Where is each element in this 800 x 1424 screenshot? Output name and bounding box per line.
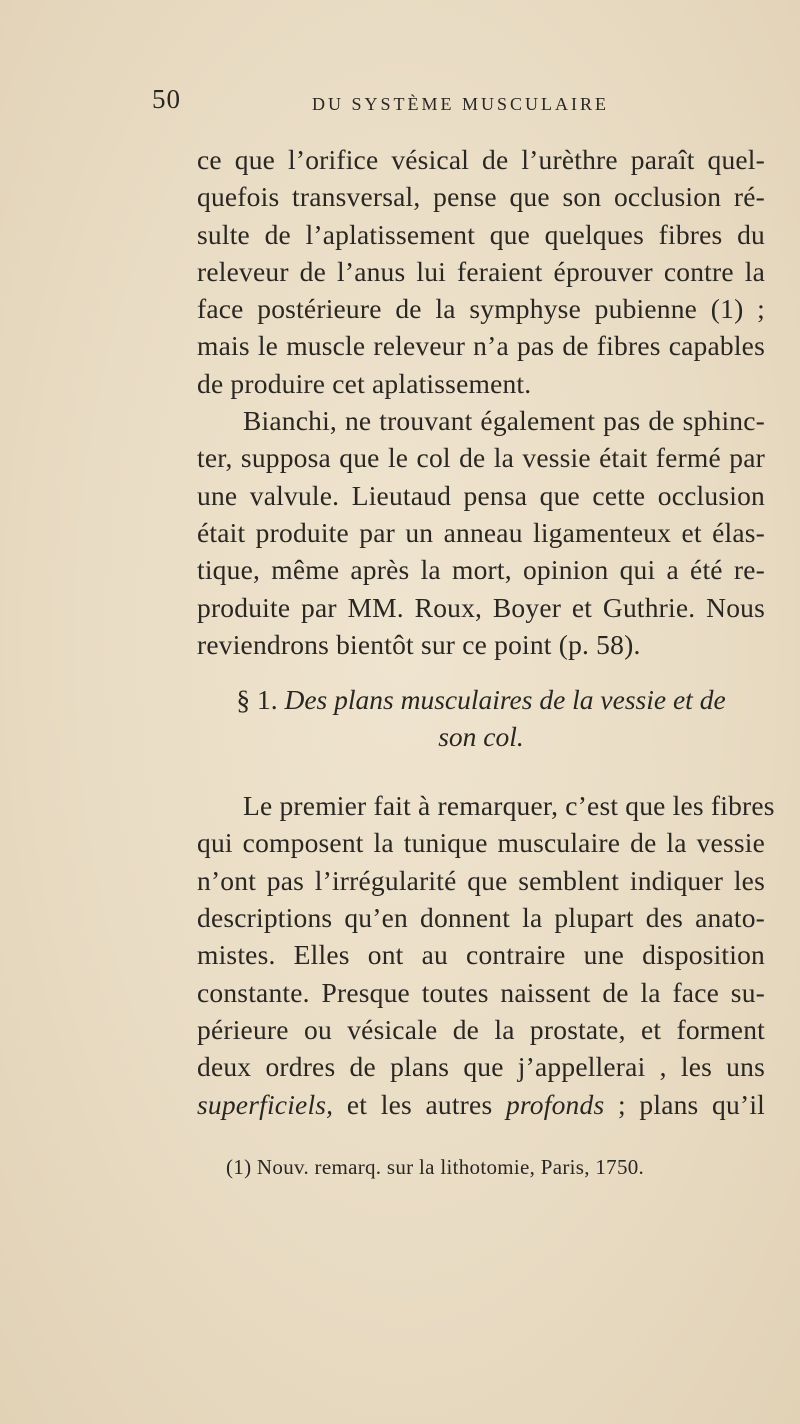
text-line: Bianchi, ne trouvant également pas de sphinc- <box>243 405 765 437</box>
text-line: face postérieure de la symphyse pubienne (1) ; <box>197 293 765 325</box>
text-line: tique, même après la mort, opinion qui a été re- <box>197 554 765 586</box>
text-line: n’ont pas l’irrégularité que semblent indiquer les <box>197 864 765 896</box>
text-line: une valvule. Lieutaud pensa que cette occlusion <box>197 479 765 511</box>
paragraph-3 <box>197 787 775 1123</box>
paragraph-1 <box>197 141 765 402</box>
text-line: deux ordres de plans que j’appellerai , les uns <box>197 1051 765 1083</box>
plain-text: ; plans qu’il <box>604 1088 765 1120</box>
footnote: (1) Nouv. remarq. sur la lithotomie, Paris, 1750. <box>226 1155 645 1179</box>
text-line: était produite par un anneau ligamenteux et élas- <box>197 516 765 548</box>
section-heading-line-1 <box>197 681 765 718</box>
text-line: de produire cet aplatissement. <box>197 367 532 399</box>
text-line: mistes. Elles ont au contraire une disposition <box>197 939 765 971</box>
plain-text: et les autres <box>333 1088 506 1120</box>
text-line: reviendrons bientôt sur ce point (p. 58). <box>197 628 641 660</box>
section-title-continued: son col. <box>438 721 524 753</box>
heading-spacer <box>197 755 765 787</box>
italic-word: superficiels, <box>197 1088 334 1120</box>
text-line: ter, supposa que le col de la vessie était fermé par <box>197 442 765 474</box>
text-line: descriptions qu’en donnent la plupart des anato- <box>197 902 765 934</box>
text-line: produite par MM. Roux, Boyer et Guthrie. Nous <box>197 591 765 623</box>
text-line: ce que l’orifice vésical de l’urèthre paraît quel- <box>197 144 765 175</box>
text-line: releveur de l’anus lui feraient éprouver contre la <box>197 255 765 287</box>
page-header <box>152 84 762 124</box>
paragraph-2 <box>197 402 765 663</box>
text-line: quefois transversal, pense que son occlusion ré- <box>197 181 765 213</box>
text-line: périeure ou vésicale de la prostate, et forment <box>197 1013 765 1045</box>
italic-word: profonds <box>505 1088 605 1120</box>
running-head: DU SYSTÈME MUSCULAIRE <box>312 94 610 114</box>
section-heading <box>197 681 765 755</box>
text-line: sulte de l’aplatissement que quelques fibres du <box>197 218 765 250</box>
body-text <box>197 141 775 1123</box>
page-number: 50 <box>152 84 181 114</box>
section-number: § 1. <box>236 684 278 716</box>
text-line: Le premier fait à remarquer, c’est que les fibres <box>243 790 775 822</box>
text-line: mais le muscle releveur n’a pas de fibres capables <box>197 330 765 362</box>
text-line-mixed <box>197 1086 765 1123</box>
text-line: qui composent la tunique musculaire de la vessie <box>197 827 765 859</box>
section-title: Des plans musculaires de la vessie et de <box>284 684 726 716</box>
text-line: constante. Presque toutes naissent de la face su- <box>197 976 765 1008</box>
